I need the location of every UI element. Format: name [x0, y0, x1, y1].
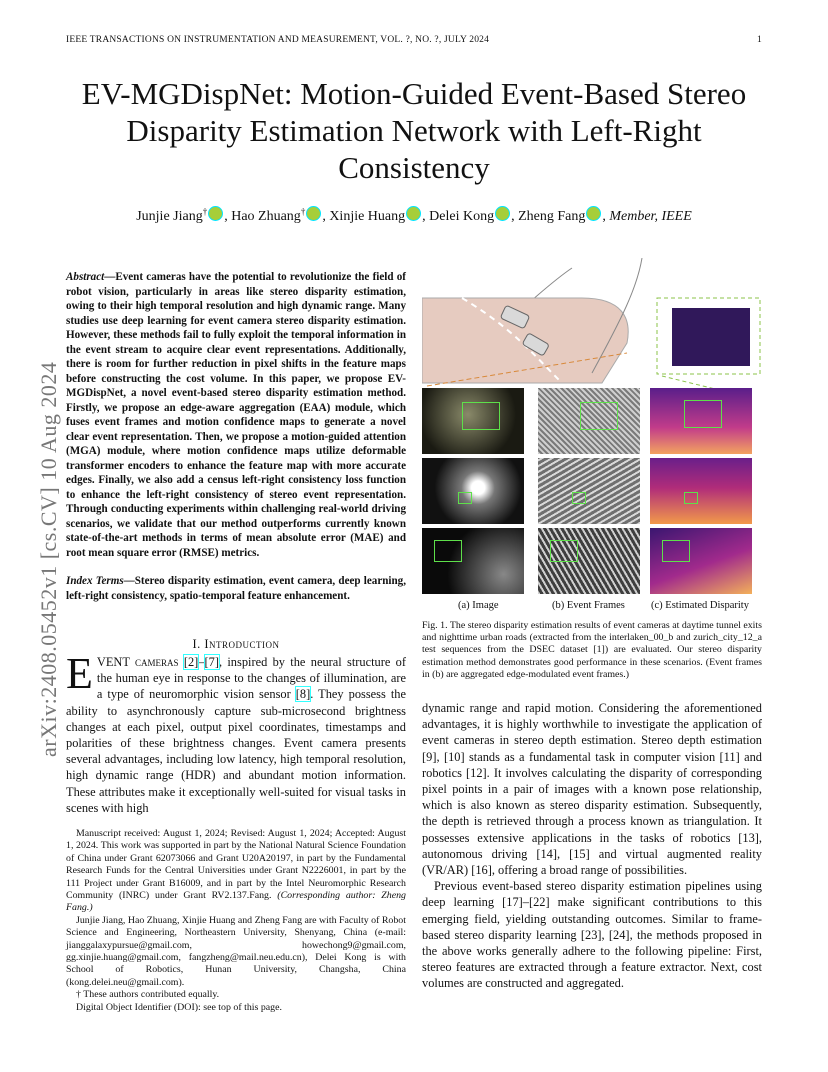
- paragraph: Previous event-based stereo disparity estimation pipelines using deep learning [17]–[22] make significant contributions to this emerging field, yielding outstanding outcomes. Similar to frame-based stereo disparity learning [23], [24], the methods proposed in the above works generally adhere to the following pipeline: First, stereo features are extracted through a feature extractor. Next, cost volumes are constructed and aggregated.: [422, 879, 762, 991]
- page-number: 1: [757, 35, 762, 45]
- event-frame-cell: [538, 528, 640, 594]
- orcid-icon[interactable]: [586, 206, 601, 221]
- citation-link[interactable]: [2]: [183, 655, 199, 669]
- dagger-mark: †: [300, 206, 306, 217]
- author-list: Junjie Jiang† , Hao Zhuang† , Xinjie Huang , Delei Kong , Zheng Fang , Member, IEEE: [136, 206, 692, 224]
- right-column-body: [422, 700, 762, 992]
- disparity-cell: [650, 388, 752, 454]
- disparity-cell: [650, 458, 752, 524]
- corresponding-author: (Corresponding author: Zheng Fang.): [66, 890, 406, 914]
- paragraph: dynamic range and rapid motion. Considering the aforementioned advantages, it is highly worthwhile to investigate the application of event cameras in stereo depth estimation. Stereo depth estimation [9], [10] stands as a fundamental task in computer vision [11] and robotics [12]. It involves calculating the disparity of corresponding pixel points in a pair of images with a known pose relationship, which is also known as stereo disparity estimation. Subsequently, the depth is retrieved through a process known as triangulation. It possesses extensive applications in the tasks of robotics [13], autonomous driving [14], [15] and virtual augmented reality (VR/AR) [16], offering a broad range of possibilities.: [422, 701, 762, 878]
- image-cell: [422, 458, 524, 524]
- index-terms: [66, 574, 406, 603]
- event-frame-cell: [538, 458, 640, 524]
- subfigure-label: (a) Image: [458, 600, 499, 611]
- index-terms-text: —Stereo disparity estimation, event camera, deep learning, left-right consistency, spatio-temporal feature enhancement.: [66, 575, 406, 602]
- paper-title: EV-MGDispNet: Motion-Guided Event-Based Stereo Disparity Estimation Network with Left-Right Consistency: [81, 76, 747, 185]
- disparity-cell: [650, 528, 752, 594]
- footnote-received: [66, 828, 406, 915]
- subfigure-label: (c) Estimated Disparity: [651, 600, 749, 611]
- section-heading: I. Introduction: [192, 637, 280, 651]
- author-name: Delei Kong: [429, 209, 495, 224]
- author-name: Xinjie Huang: [329, 209, 406, 224]
- intro-dash: –: [198, 655, 205, 669]
- author-name: Junjie Jiang: [136, 209, 203, 224]
- footnote-text: Manuscript received: August 1, 2024; Revised: August 1, 2024; Accepted: August 1, 2024. This work was supported in part by the National Natural Science Foundation of China under Grant 62073066 and Grant U20A20197, in part by the Fundamental Research Funds for the Central Universities under Grant N2226001, in part by the 111 Project under Grant B16009, and in part by the Intel Neuromorphic Research Community (INRC) under Grant RV2.137.Fang.: [66, 828, 406, 902]
- figure-caption: Fig. 1. The stereo disparity estimation results of event cameras at daytime tunnel exits and nighttime urban roads (extracted from the interlaken_00_b and zurich_city_12_a test sequences from the DSEC dataset [1]) are evaluated. Our stereo disparity estimation method demonstrates good performance in these scenarios. (Event frames in (b) are aggregated edge-modulated event frames.): [422, 620, 762, 680]
- citation-link[interactable]: [7]: [204, 655, 219, 669]
- footnotes: [66, 828, 406, 1014]
- member-designation: Member, IEEE: [609, 209, 692, 224]
- footnote-doi: Digital Object Identifier (DOI): see top of this page.: [76, 1001, 282, 1013]
- figure-1: [422, 258, 762, 613]
- author-name: Zheng Fang: [518, 209, 586, 224]
- intro-text: . They possess the ability to asynchronously capture sub-microsecond brightness changes at each pixel, output pixel coordinates, timestamps and polarities of these brightness changes. Event camera presents several advantages, including low latency, high temporal resolution, high dynamic range (HDR) and abundant motion information. These attributes make it exceptionally well-suited for visual tasks in scenes with high: [66, 687, 406, 815]
- footnote-equal: † These authors contributed equally.: [76, 989, 220, 1001]
- arxiv-identifier[interactable]: arXiv:2408.05452v1 [cs.CV] 10 Aug 2024: [36, 361, 61, 757]
- citation-link[interactable]: [8]: [295, 687, 311, 702]
- orcid-icon[interactable]: [208, 206, 223, 221]
- image-cell: [422, 388, 524, 454]
- event-frame-cell: [538, 388, 640, 454]
- intro-paragraph: [66, 649, 407, 816]
- orcid-icon[interactable]: [406, 206, 421, 221]
- intro-text: , inspired by the neural structure of the human eye in response to the changes of illumination, are a type of neuromorphic vision sensor: [96, 655, 407, 702]
- index-terms-label: Index Terms: [66, 575, 124, 587]
- author-name: Hao Zhuang: [231, 209, 301, 224]
- intro-lead: VENT cameras: [96, 655, 184, 669]
- abstract-label: Abstract: [66, 271, 105, 283]
- footnote-affiliation: Junjie Jiang, Hao Zhuang, Xinjie Huang and Zheng Fang are with Faculty of Robot Science and Engineering, Northeastern University, Shenyang, China (e-mail: jianggalaxypursue@gmail.com, howechong9@gmail.com, gg.xinjie.huang@gmail.com, fangzheng@mail.neu.edu.cn), Delei Kong is with School of Robotics, Hunan University, Changsha, China (kong.delei.neu@gmail.com).: [66, 914, 406, 988]
- arxiv-sidebar: [14, 283, 61, 757]
- overview-illustration: [422, 258, 762, 388]
- image-cell: [422, 528, 524, 594]
- drop-cap: E: [66, 649, 93, 698]
- orcid-icon[interactable]: [306, 206, 321, 221]
- dagger-mark: †: [202, 206, 208, 217]
- abstract: [66, 270, 406, 560]
- orcid-icon[interactable]: [495, 206, 510, 221]
- running-header: IEEE TRANSACTIONS ON INSTRUMENTATION AND MEASUREMENT, VOL. ?, NO. ?, JULY 2024: [66, 35, 490, 45]
- subfigure-label: (b) Event Frames: [552, 600, 625, 611]
- abstract-text: —Event cameras have the potential to revolutionize the field of robot vision, particularly in areas like stereo disparity estimation, owing to their high temporal resolution and high dynamic range. Many studies use deep learning for event camera stereo disparity estimation. However, these methods fail to fully exploit the temporal information in the event stream to acquire clear event representations. Additionally, there is room for further reduction in pixel shifts in the feature maps before constructing the cost volume. In this paper, we propose EV-MGDispNet, a novel event-based stereo disparity estimation method. Firstly, we propose an edge-aware aggregation (EAA) module, which fuses event frames and motion confidence maps to generate a novel clear event representation. Then, we propose a motion-guided attention (MGA) module, where motion confidence maps utilize deformable transformer encoders to enhance the feature map with more accurate edges. Finally, we also add a census left-right consistency loss function to enhance the left-right consistency of stereo event representation. Through conducting experiments within challenging real-world driving scenarios, we validate that our method outperforms currently known state-of-the-art methods in terms of mean absolute error (MAE) and root mean square error (RMSE) metrics.: [66, 271, 406, 559]
